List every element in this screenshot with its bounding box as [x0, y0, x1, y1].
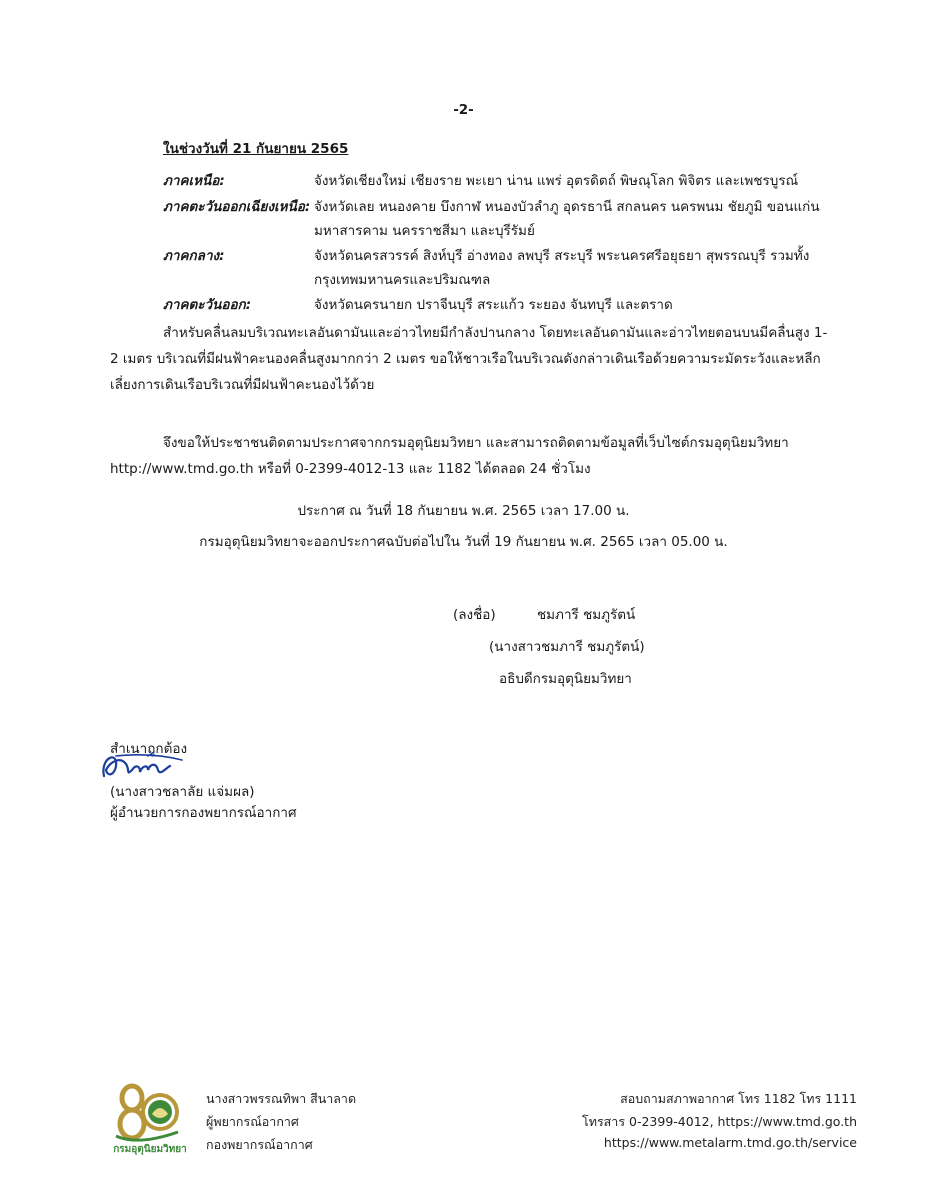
region-text-northeast-2: มหาสารคาม นครราชสีมา และบุรีรัมย์: [314, 223, 535, 239]
paragraph-follow-text: จึงขอให้ประชาชนติดตามประกาศจากกรมอุตุนิยมวิทยา และสามารถติดตามข้อมูลที่เว็บไซต์กรมอุตุนิยมวิทยา http://www.tmd.go.th หรือที่ 0-2399-4012-13 และ 1182 ได้ตลอด 24 ชั่วโมง: [110, 435, 789, 477]
footer-forecaster-role: ผู้พยากรณ์อากาศ: [206, 1114, 299, 1129]
certified-name: (นางสาวชลาลัย แจ่มผล): [110, 784, 255, 800]
region-text-northeast-1: จังหวัดเลย หนองคาย บึงกาฬ หนองบัวลำภู อุดรธานี สกลนคร นครพนม ชัยภูมิ ขอนแก่น: [314, 199, 820, 215]
next-announcement: กรมอุตุนิยมวิทยาจะออกประกาศฉบับต่อไปใน วันที่ 19 กันยายน พ.ศ. 2565 เวลา 05.00 น.: [199, 534, 728, 550]
announced-date: ประกาศ ณ วันที่ 18 กันยายน พ.ศ. 2565 เวลา 17.00 น.: [297, 503, 630, 519]
logo-text: กรมอุตุนิยมวิทยา: [113, 1144, 187, 1155]
footer-forecaster-name: นางสาวพรรณทิพา สีนาลาด: [206, 1091, 357, 1106]
footer-metalarm-link[interactable]: https://www.metalarm.tmd.go.th/service: [603, 1135, 857, 1150]
region-text-east: จังหวัดนครนายก ปราจีนบุรี สระแก้ว ระยอง จันทบุรี และตราด: [314, 297, 673, 313]
handwritten-signature: [96, 748, 206, 784]
region-label-northeast: ภาคตะวันออกเฉียงเหนือ:: [163, 199, 311, 215]
region-text-central-2: กรุงเทพมหานครและปริมณฑล: [314, 272, 491, 288]
tmd-80-logo: [108, 1080, 188, 1158]
region-label-east: ภาคตะวันออก:: [163, 297, 252, 313]
footer-contact-fax: โทรสาร 0-2399-4012, https://www.tmd.go.th: [582, 1114, 857, 1129]
paragraph-follow: [110, 430, 830, 482]
footer-forecaster-division: กองพยากรณ์อากาศ: [206, 1137, 313, 1152]
region-text-north: จังหวัดเชียงใหม่ เชียงราย พะเยา น่าน แพร่ อุตรดิตถ์ พิษณุโลก พิจิตร และเพชรบูรณ์: [314, 173, 799, 189]
signatory-position: อธิบดีกรมอุตุนิยมวิทยา: [499, 671, 632, 687]
paragraph-waves-text: สำหรับคลื่นลมบริเวณทะเลอันดามันและอ่าวไทยมีกำลังปานกลาง โดยทะเลอันดามันและอ่าวไทยตอนบนมีคลื่นสูง 1-2 เมตร บริเวณที่มีฝนฟ้าคะนองคลื่นสูงมากกว่า 2 เมตร ขอให้ชาวเรือในบริเวณดังกล่าวเดินเรือด้วยความระมัดระวังและหลีกเลี่ยงการเดินเรือบริเวณที่มีฝนฟ้าคะนองไว้ด้วย: [110, 325, 828, 393]
certified-label: สำเนาถูกต้อง: [110, 741, 188, 757]
region-label-central: ภาคกลาง:: [163, 248, 225, 264]
page-number: -2-: [453, 102, 474, 118]
signed-prefix: (ลงชื่อ): [453, 607, 496, 623]
logo-emblem-icon: [108, 1080, 188, 1146]
region-text-central-1: จังหวัดนครสวรรค์ สิงห์บุรี อ่างทอง ลพบุรี สระบุรี พระนครศรีอยุธยา สุพรรณบุรี รวมทั้ง: [314, 248, 810, 264]
certified-position: ผู้อำนวยการกองพยากรณ์อากาศ: [110, 805, 297, 821]
signatory-full-name: (นางสาวชมภารี ชมภูรัตน์): [489, 639, 645, 655]
signed-name: ชมภารี ชมภูรัตน์: [537, 607, 636, 623]
region-label-north: ภาคเหนือ:: [163, 173, 225, 189]
footer-contact-phone: สอบถามสภาพอากาศ โทร 1182 โทร 1111: [620, 1091, 857, 1106]
paragraph-waves: [110, 320, 830, 398]
section-title: ในช่วงวันที่ 21 กันยายน 2565: [163, 141, 349, 157]
